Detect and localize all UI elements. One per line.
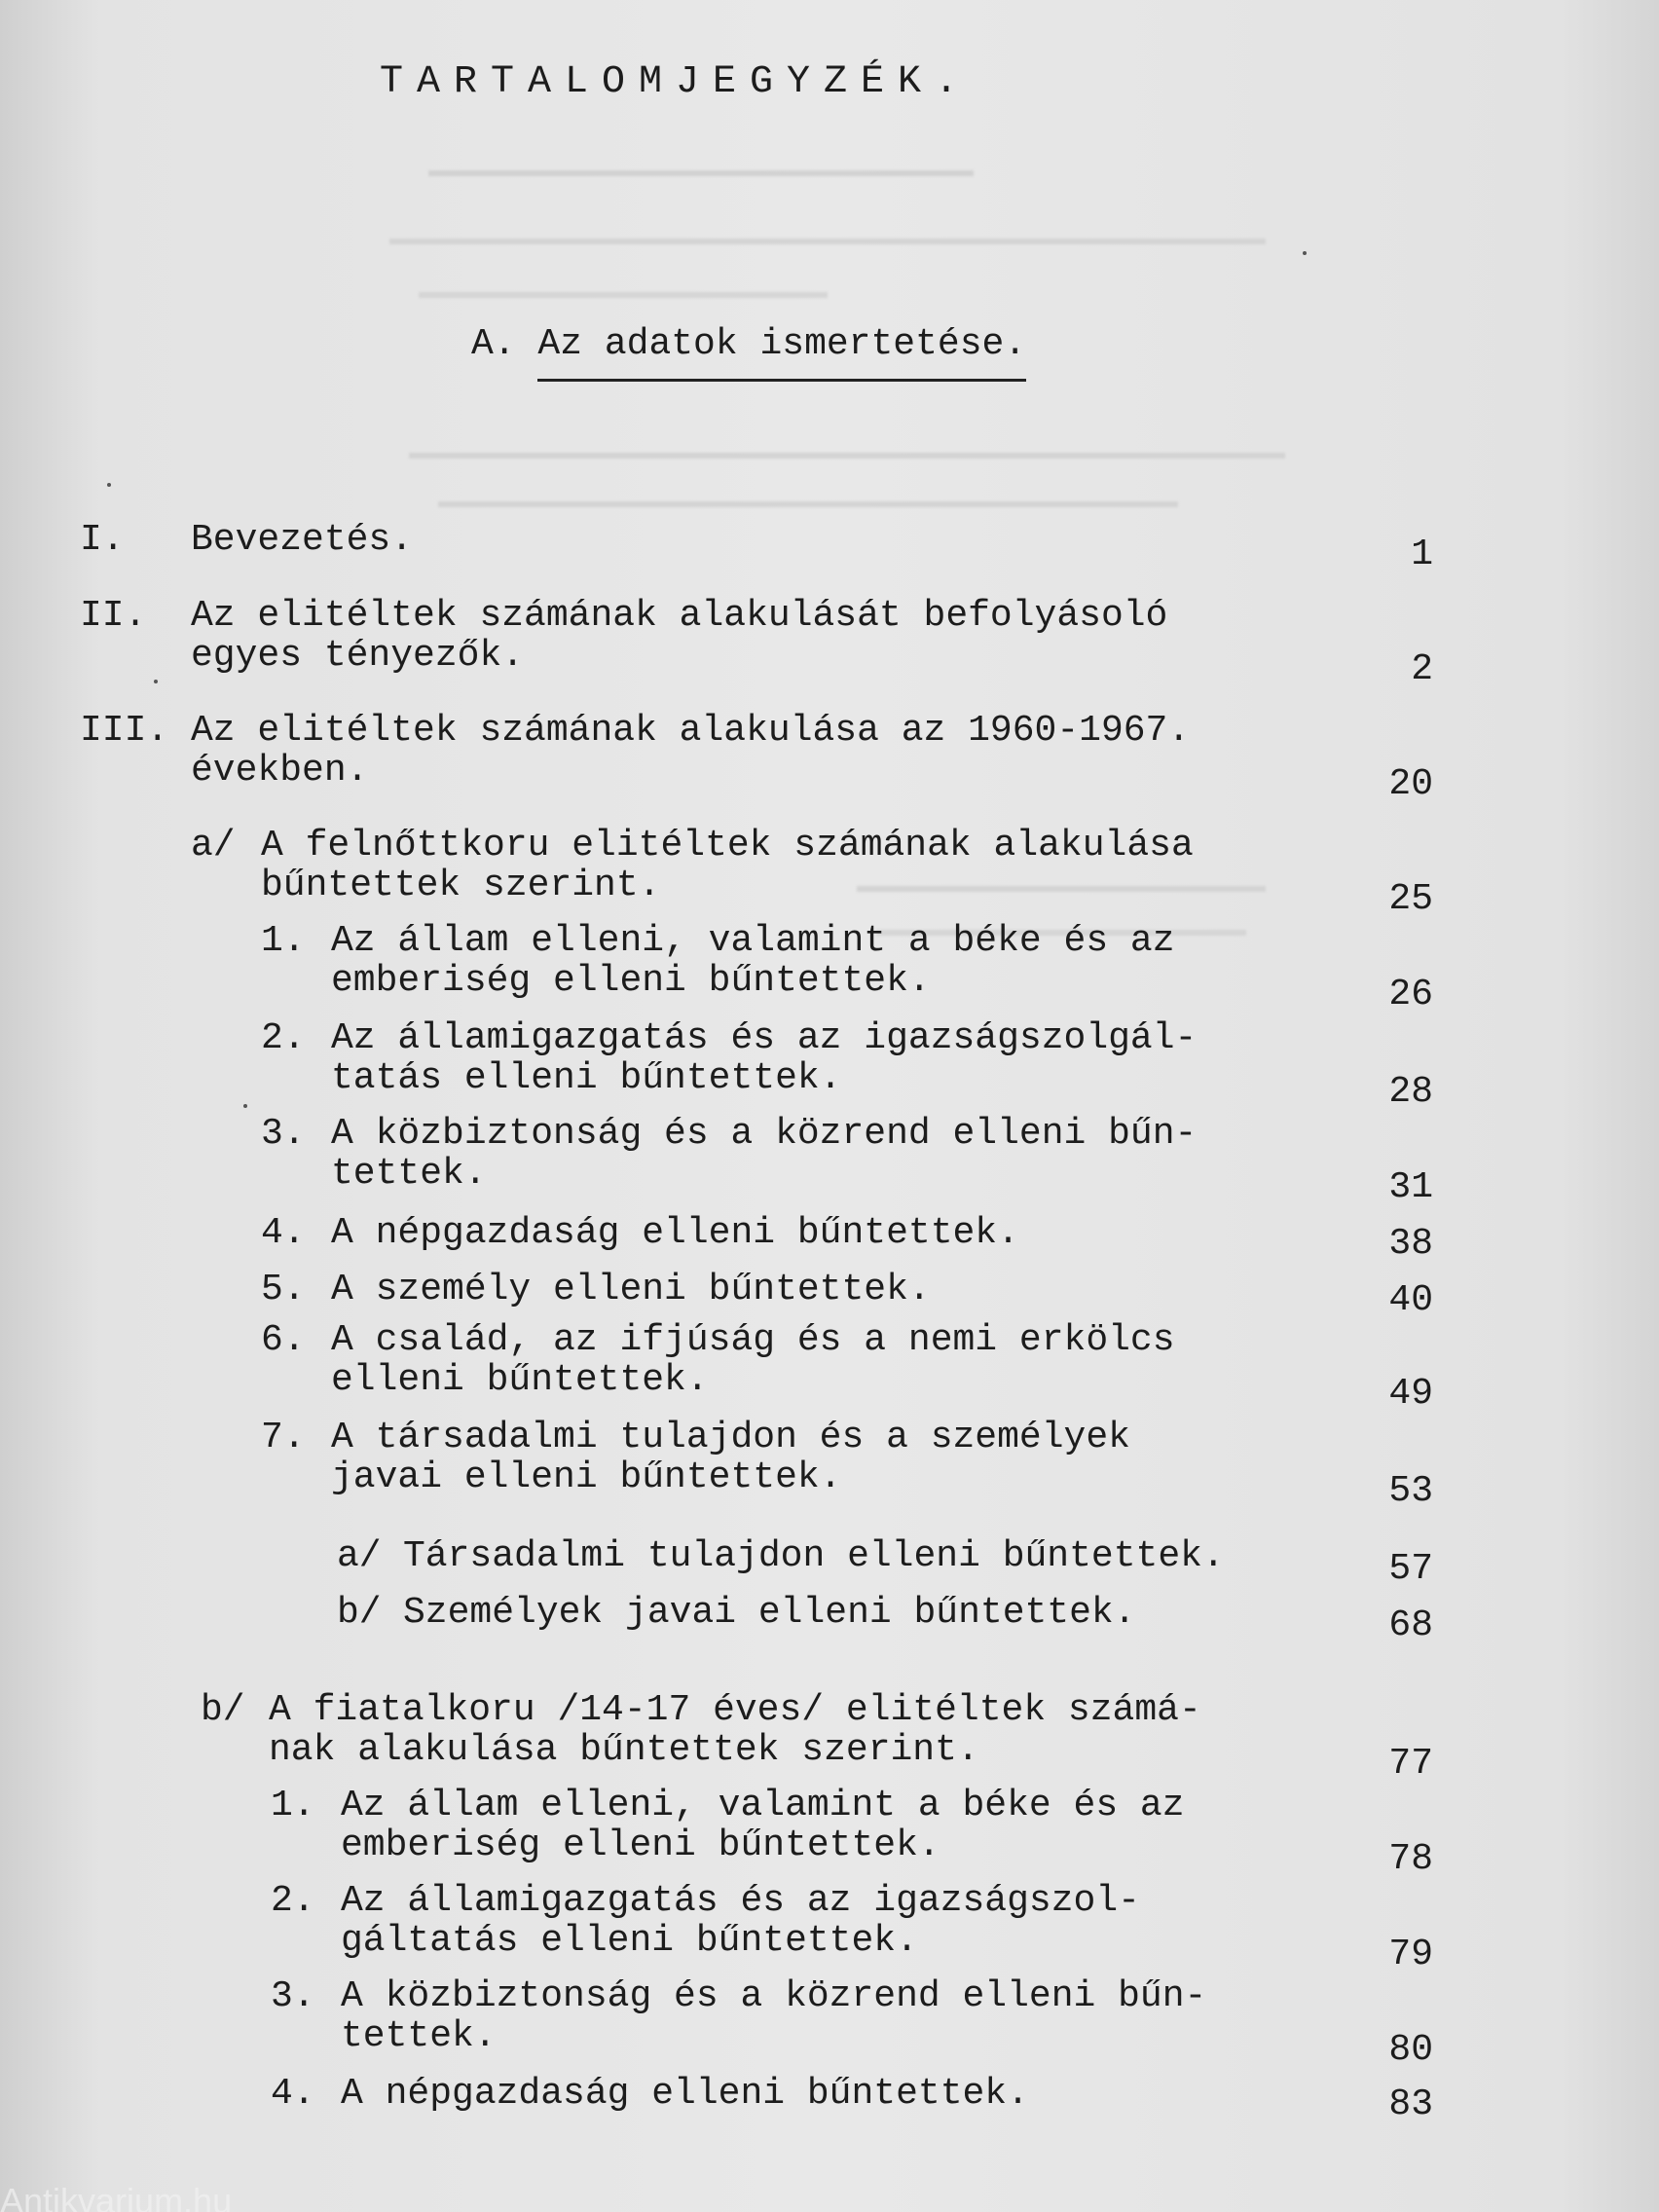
toc-entry-label: 3. — [261, 1113, 306, 1155]
watermark-text: Antikvarium.hu — [0, 2181, 233, 2212]
bleed-through-line — [419, 292, 828, 306]
toc-page-number: 79 — [1388, 1934, 1433, 1975]
toc-page-number: 2 — [1411, 648, 1433, 690]
toc-page-number: 1 — [1411, 534, 1433, 575]
toc-entry-label: 2. — [271, 1880, 315, 1922]
toc-page-number: 53 — [1388, 1470, 1433, 1512]
bleed-through-line — [409, 453, 1285, 466]
toc-entry-title: A felnőttkoru elitéltek számának alakulása bűntettek szerint. — [261, 825, 1194, 906]
toc-page-number: 26 — [1388, 974, 1433, 1015]
toc-entry-label: 2. — [261, 1017, 306, 1059]
toc-entry-title: A társadalmi tulajdon és a személyek javai elleni bűntettek. — [331, 1417, 1130, 1498]
toc-entry-label: 7. — [261, 1417, 306, 1458]
toc-entry-label: a/ — [191, 825, 236, 866]
toc-entry-title: A közbiztonság és a közrend elleni bűn- tettek. — [331, 1113, 1198, 1195]
ink-speck — [1303, 251, 1307, 255]
toc-entry-title: A személy elleni bűntettek. — [331, 1269, 931, 1310]
toc-entry-title: A közbiztonság és a közrend elleni bűn- tettek. — [341, 1975, 1207, 2057]
toc-page-number: 25 — [1388, 878, 1433, 920]
toc-entry-label: 1. — [261, 920, 306, 962]
toc-entry-title: Személyek javai elleni bűntettek. — [403, 1592, 1136, 1634]
toc-entry-title: Az államigazgatás és az igazságszolgál- tatás elleni bűntettek. — [331, 1017, 1198, 1099]
toc-entry-label: b/ — [201, 1689, 245, 1731]
toc-page-number: 68 — [1388, 1604, 1433, 1646]
toc-entry-label: b/ — [337, 1592, 382, 1634]
toc-entry-label: 4. — [261, 1212, 306, 1254]
toc-entry-label: II. — [80, 595, 147, 637]
toc-entry-title: Az állam elleni, valamint a béke és az emberiség elleni bűntettek. — [341, 1785, 1185, 1866]
section-heading — [471, 323, 1026, 365]
toc-page-number: 38 — [1388, 1223, 1433, 1265]
toc-entry-title: Az állam elleni, valamint a béke és az emberiség elleni bűntettek. — [331, 920, 1175, 1002]
section-heading-text: Az adatok ismertetése. — [537, 323, 1026, 382]
section-prefix: A. — [471, 323, 516, 365]
toc-page-number: 40 — [1388, 1279, 1433, 1321]
ink-speck — [107, 483, 111, 487]
ink-speck — [243, 1104, 247, 1108]
toc-entry-label: III. — [80, 710, 169, 752]
toc-entry-title: A fiatalkoru /14-17 éves/ elitéltek számá- nak alakulása bűntettek szerint. — [269, 1689, 1201, 1771]
toc-page-number: 20 — [1388, 763, 1433, 805]
toc-page-number: 28 — [1388, 1071, 1433, 1113]
toc-entry-title: A népgazdaság elleni bűntettek. — [341, 2073, 1029, 2115]
toc-page-number: 83 — [1388, 2083, 1433, 2125]
bleed-through-line — [438, 501, 1178, 515]
toc-entry-title: Bevezetés. — [191, 519, 414, 561]
ink-speck — [154, 680, 158, 683]
toc-page-number: 80 — [1388, 2029, 1433, 2071]
bleed-through-line — [428, 170, 974, 184]
toc-entry-label: 6. — [261, 1319, 306, 1361]
bleed-through-line — [389, 239, 1266, 252]
toc-page-number: 49 — [1388, 1373, 1433, 1415]
toc-entry-title: A család, az ifjúság és a nemi erkölcs elleni bűntettek. — [331, 1319, 1175, 1401]
toc-entry-label: 5. — [261, 1269, 306, 1310]
toc-entry-title: Az államigazgatás és az igazságszol- gáltatás elleni bűntettek. — [341, 1880, 1140, 1962]
toc-entry-title: Társadalmi tulajdon elleni bűntettek. — [403, 1535, 1225, 1577]
toc-page-number: 77 — [1388, 1743, 1433, 1785]
toc-page-number: 78 — [1388, 1838, 1433, 1880]
page-title: TARTALOMJEGYZÉK. — [380, 60, 973, 104]
toc-entry-title: A népgazdaság elleni bűntettek. — [331, 1212, 1019, 1254]
toc-entry-title: Az elitéltek számának alakulása az 1960-1967. években. — [191, 710, 1191, 792]
toc-entry-label: a/ — [337, 1535, 382, 1577]
toc-entry-label: 1. — [271, 1785, 315, 1826]
toc-page-number: 57 — [1388, 1548, 1433, 1590]
toc-entry-label: I. — [80, 519, 125, 561]
toc-entry-label: 4. — [271, 2073, 315, 2115]
toc-entry-title: Az elitéltek számának alakulását befolyásoló egyes tényezők. — [191, 595, 1168, 677]
toc-page-number: 31 — [1388, 1166, 1433, 1208]
toc-entry-label: 3. — [271, 1975, 315, 2017]
